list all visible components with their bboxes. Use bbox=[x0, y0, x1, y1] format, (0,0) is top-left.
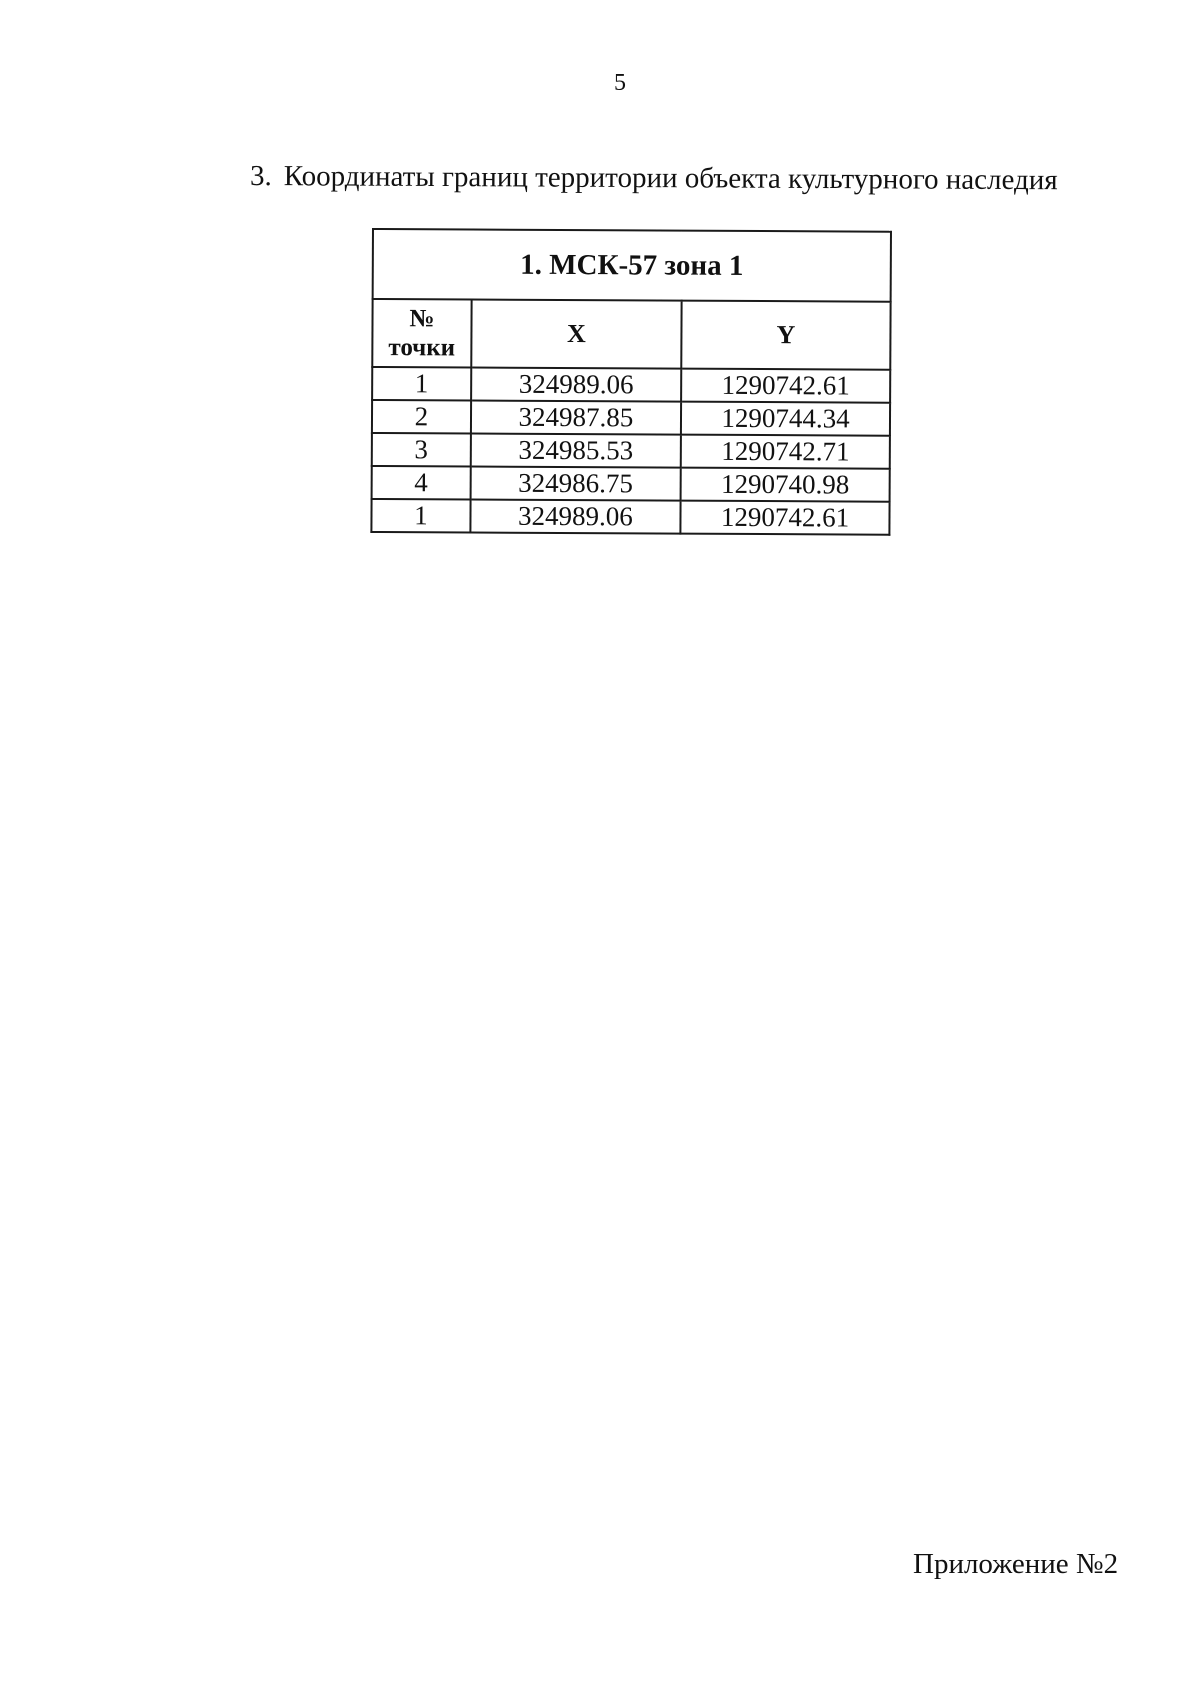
zone-title: 1. МСК-57 зона 1 bbox=[373, 229, 891, 302]
page-number: 5 bbox=[614, 70, 626, 96]
header-y: Y bbox=[681, 301, 890, 370]
table-row bbox=[372, 367, 890, 403]
table-row bbox=[371, 499, 889, 535]
cell-point: 1 bbox=[372, 367, 471, 401]
coordinates-table bbox=[370, 228, 892, 536]
table-row bbox=[372, 466, 890, 502]
cell-point: 3 bbox=[372, 433, 471, 467]
cell-y: 1290742.61 bbox=[681, 369, 890, 403]
table-header-row bbox=[372, 299, 890, 370]
table-row bbox=[372, 433, 890, 469]
header-point-number-sign: № bbox=[409, 305, 435, 333]
cell-y: 1290744.34 bbox=[681, 402, 890, 436]
appendix-label: Приложение №2 bbox=[913, 1548, 1119, 1580]
cell-x: 324985.53 bbox=[471, 434, 681, 468]
cell-point: 2 bbox=[372, 400, 471, 434]
cell-y: 1290742.61 bbox=[680, 501, 889, 535]
table-row bbox=[372, 400, 890, 436]
cell-x: 324989.06 bbox=[470, 500, 680, 534]
section-number: 3. bbox=[249, 160, 272, 193]
cell-y: 1290740.98 bbox=[681, 468, 890, 502]
cell-point: 4 bbox=[372, 466, 471, 500]
header-point-number-word: точки bbox=[388, 334, 456, 362]
section-heading bbox=[250, 160, 1058, 197]
cell-x: 324987.85 bbox=[471, 401, 681, 435]
header-x: X bbox=[471, 300, 682, 369]
cell-x: 324989.06 bbox=[471, 368, 681, 402]
section-title: Координаты границ территории объекта культурного наследия bbox=[283, 160, 1058, 197]
header-point-number bbox=[372, 299, 471, 368]
cell-x: 324986.75 bbox=[470, 467, 680, 501]
cell-point: 1 bbox=[371, 499, 470, 533]
cell-y: 1290742.71 bbox=[681, 435, 890, 469]
